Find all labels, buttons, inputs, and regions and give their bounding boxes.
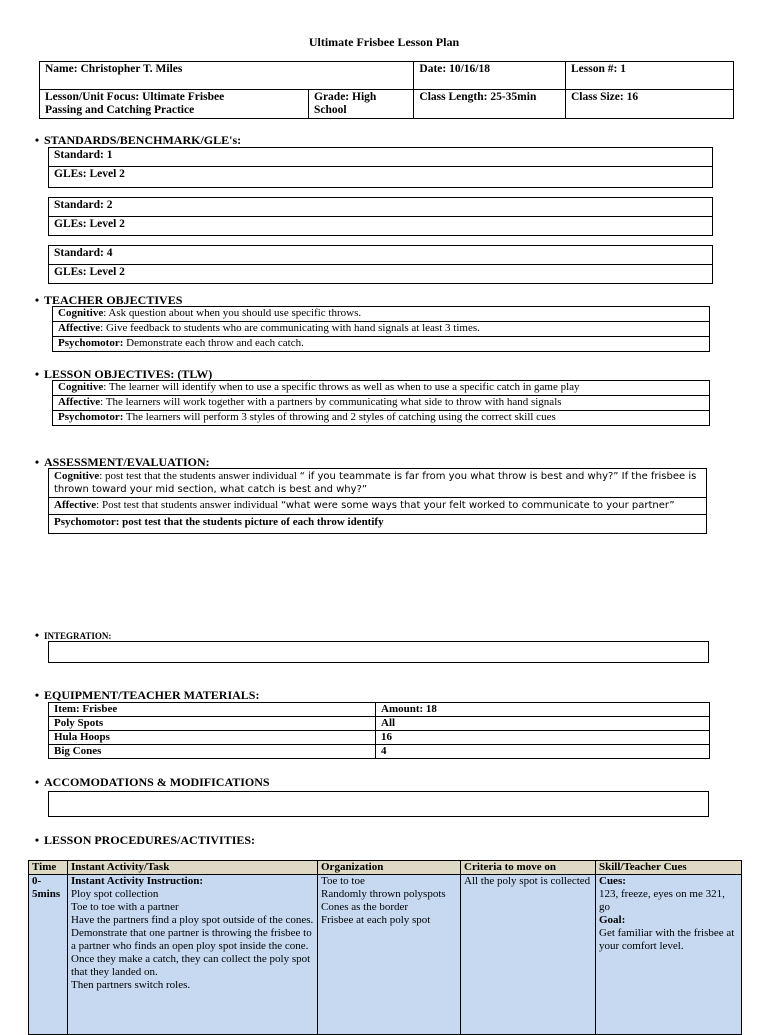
task-line: Have the partners find a ploy spot outside of the cones. [71,914,314,926]
class-length: Class Length: 25-35min [414,90,566,119]
lesson-objectives-heading-text: LESSON OBJECTIVES: (TLW) [44,367,213,381]
goal-text: Get familiar with the frisbee at your comfort level. [599,927,735,952]
focus-line-1: Lesson/Unit Focus: Ultimate Frisbee [45,91,225,103]
grade [309,90,414,119]
equipment-item: Hula Hoops [49,731,376,745]
equipment-amount: 4 [376,745,710,759]
accommodations-heading-text: ACCOMODATIONS & MODIFICATIONS [44,775,270,789]
task-heading: Instant Activity Instruction: [71,875,204,887]
organization-line: Frisbee at each poly spot [321,914,431,926]
teacher-objectives-table [52,306,710,352]
assessment-heading-text: ASSESSMENT/EVALUATION: [44,455,210,469]
integration-heading-text: INTEGRATION: [44,631,112,641]
lesson-objectives-table [52,380,710,426]
integration-box [48,641,709,663]
task-line: Demonstrate that one partner is throwing the frisbee to a partner who finds an open ploy spot inside the cone. [71,927,312,952]
teacher-objective-psychomotor [53,337,710,352]
task-line: Ploy spot collection [71,888,159,900]
equipment-item: Poly Spots [49,717,376,731]
equipment-amount: Amount: 18 [376,703,710,717]
task-line: Then partners switch roles. [71,979,191,991]
teacher-objective-affective [53,322,710,337]
lesson-number: Lesson #: 1 [566,62,734,90]
assessment-text: : Post test that students answer individual [96,499,279,511]
column-header: Organization [318,861,461,875]
goal-label: Goal: [599,914,626,926]
document-title: Ultimate Frisbee Lesson Plan [308,35,460,49]
procedure-organization [318,875,461,1035]
objective-text: : Give feedback to students who are communicating with hand signals at least 3 times. [100,322,480,334]
bullet: • [34,628,40,642]
objective-text: The learners will perform 3 styles of throwing and 2 styles of catching using the correct skill cues [123,411,556,423]
standards-heading [30,133,241,148]
lesson-objective-affective [53,396,710,411]
bullet: • [34,133,40,147]
task-line: Once they make a catch, they can collect the poly spot that they landed on. [71,953,311,978]
time-line: 5mins [32,888,61,900]
assessment-psychomotor: Psychomotor: post test that the students picture of each throw identify [49,515,707,534]
objective-text: : The learner will identify when to use a specific throws as well as when to use a specific catch in game play [103,381,580,393]
focus-line-2: Passing and Catching Practice [45,104,195,116]
equipment-heading-text: EQUIPMENT/TEACHER MATERIALS: [44,688,260,702]
procedure-criteria: All the poly spot is collected [461,875,596,1035]
gle-label: GLEs: Level 2 [49,217,713,236]
lesson-objective-cognitive [53,381,710,396]
accommodations-box [48,791,709,817]
objective-label: Psychomotor: [58,337,124,349]
equipment-amount: All [376,717,710,731]
standard-label: Standard: 4 [49,246,713,265]
procedures-header-row [29,861,742,875]
standards-heading-text: STANDARDS/BENCHMARK/GLE's: [44,133,242,147]
column-header: Instant Activity/Task [68,861,318,875]
equipment-item: Big Cones [49,745,376,759]
assessment-affective [49,498,707,515]
standard-label: Standard: 1 [49,148,713,167]
assessment-question: “ if you teammate is far from you what throw is best and why?” If the frisbee is thrown toward your mid section, what catch is best and why?” [54,471,697,495]
gle-label: GLEs: Level 2 [49,265,713,284]
bullet: • [34,367,40,381]
accommodations-heading [30,775,270,790]
standard-table-2 [48,197,713,236]
organization-line: Randomly thrown polyspots [321,888,446,900]
lesson-objective-psychomotor [53,411,710,426]
objective-label: Affective [58,322,101,334]
cues-text: 123, freeze, eyes on me 321, go [599,888,725,913]
assessment-table [48,468,707,534]
procedure-row [29,875,742,1035]
procedures-table [28,860,742,1035]
time-line: 0- [32,875,42,887]
objective-text: : The learners will work together with a partners by communicating what side to throw with hand signals [100,396,562,408]
objective-label: Psychomotor: [58,411,124,423]
class-size: Class Size: 16 [566,90,734,119]
objective-label: Cognitive [58,381,104,393]
gle-label: GLEs: Level 2 [49,167,713,188]
objective-text: Demonstrate each throw and each catch. [123,337,304,349]
assessment-cognitive [49,469,707,498]
assessment-label: Affective [54,499,97,511]
equipment-heading [30,688,259,703]
objective-text: : Ask question about when you should use specific throws. [103,307,362,319]
lesson-date: Date: 10/16/18 [414,62,566,90]
procedure-cues [596,875,742,1035]
lesson-focus [40,90,309,119]
bullet: • [34,293,40,307]
column-header: Criteria to move on [461,861,596,875]
equipment-table [48,702,710,759]
equipment-row [49,717,710,731]
bullet: • [34,688,40,702]
organization-line: Cones as the border [321,901,409,913]
procedures-heading-text: LESSON PROCEDURES/ACTIVITIES: [44,833,256,847]
grade-line-1: Grade: High [314,91,377,103]
equipment-row [49,731,710,745]
cues-label: Cues: [599,875,626,887]
equipment-row [49,703,710,717]
grade-line-2: School [314,104,347,116]
objective-label: Affective [58,396,101,408]
column-header: Time [29,861,68,875]
assessment-label: Cognitive [54,470,100,482]
standard-label: Standard: 2 [49,198,713,217]
objective-label: Cognitive [58,307,104,319]
assessment-question: “what were some ways that your felt worked to communicate to your partner” [281,500,675,511]
column-header: Skill/Teacher Cues [596,861,742,875]
bullet: • [34,455,40,469]
bullet: • [34,833,40,847]
procedure-task [68,875,318,1035]
procedures-heading [30,833,255,848]
bullet: • [34,775,40,789]
teacher-objective-cognitive [53,307,710,322]
equipment-item: Item: Frisbee [49,703,376,717]
teacher-name: Name: Christopher T. Miles [40,62,414,90]
standard-table-3 [48,245,713,284]
equipment-row [49,745,710,759]
header-table [39,61,734,119]
task-line: Toe to toe with a partner [71,901,179,913]
procedure-time [29,875,68,1035]
standard-table-1 [48,147,713,188]
assessment-text: : post test that the students answer individual [99,470,297,482]
organization-line: Toe to toe [321,875,365,887]
teacher-objectives-heading-text: TEACHER OBJECTIVES [44,293,183,307]
equipment-amount: 16 [376,731,710,745]
